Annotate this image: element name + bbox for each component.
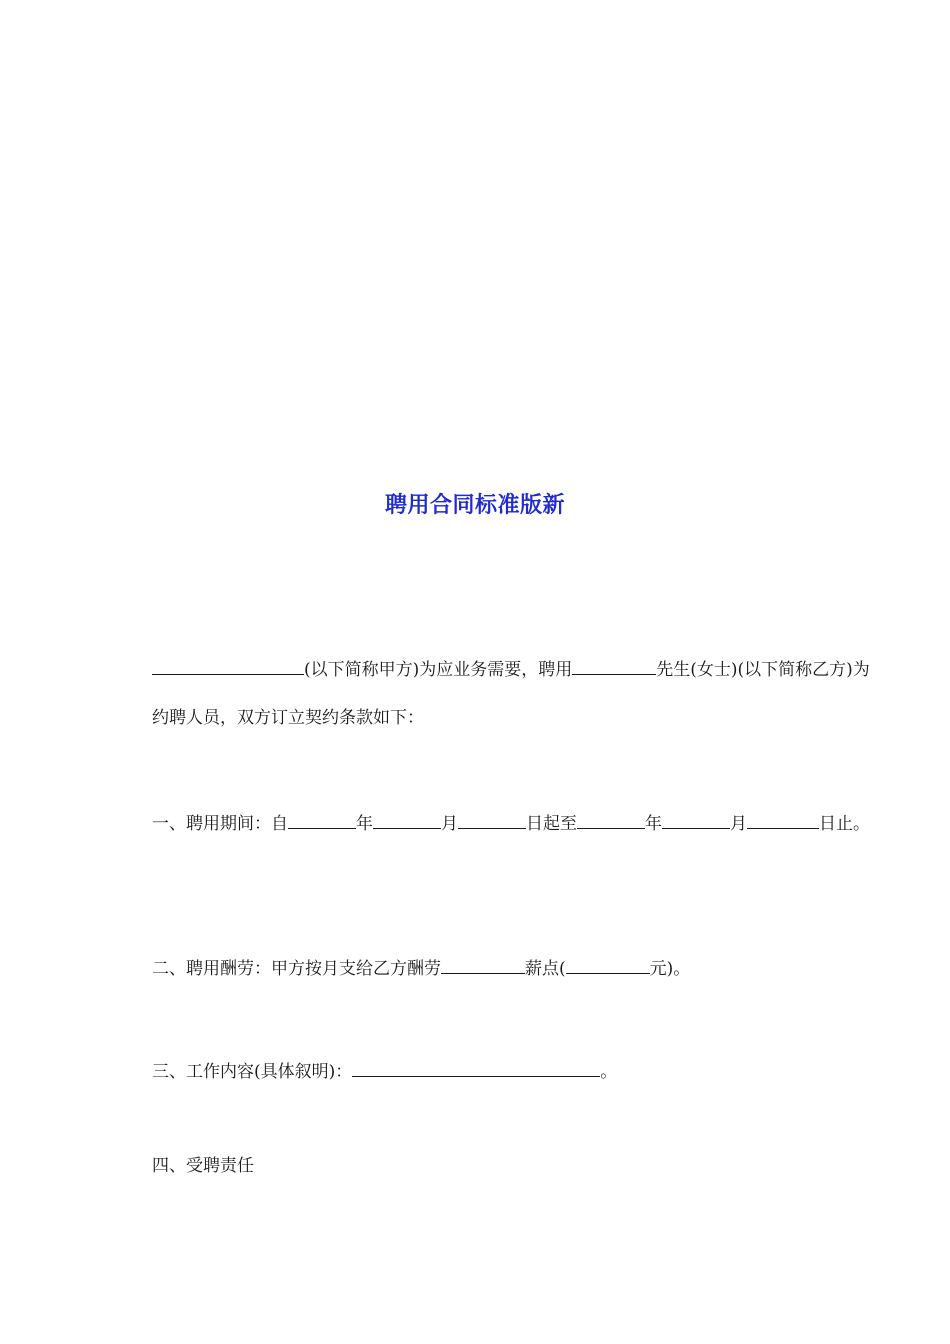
salary-points-blank [441, 956, 525, 974]
clause-1-text-7: 日止。 [819, 814, 870, 834]
salary-amount-blank [566, 956, 650, 974]
clause-2-text-2: 薪点( [525, 959, 566, 979]
clause-4-paragraph [112, 1142, 878, 1190]
intro-text-1: (以下简称甲方)为应业务需要，聘用 [304, 660, 573, 680]
start-day-blank [458, 811, 526, 829]
end-month-blank [662, 811, 730, 829]
end-day-blank [747, 811, 819, 829]
intro-text-2: 先生(女士)(以 [656, 660, 762, 680]
clause-1-paragraph [112, 800, 878, 848]
clause-3-text-2: 。 [600, 1062, 618, 1082]
clause-2-paragraph [112, 945, 878, 993]
clause-1-text-1: 一、聘用期间：自 [152, 814, 288, 834]
clause-1-text-3: 月 [441, 814, 458, 834]
clause-3-paragraph [112, 1048, 878, 1096]
clause-3-text-1: 三、工作内容(具体叙明)： [152, 1062, 353, 1082]
clause-1-text-5: 年 [645, 814, 662, 834]
clause-2-text-1: 二、聘用酬劳：甲方按月支给乙方酬劳 [152, 959, 441, 979]
party-a-blank [152, 657, 304, 675]
clause-1-text-6: 月 [730, 814, 747, 834]
intro-text-3: 下简称乙方)为约聘人员，双方订立契约条款如下： [152, 660, 870, 728]
start-year-blank [288, 811, 356, 829]
document-title: 聘用合同标准版新 [384, 492, 565, 518]
clause-2-text-3: 元)。 [649, 959, 691, 979]
job-content-blank [352, 1059, 600, 1077]
clause-4-heading: 四、受聘责任 [152, 1156, 254, 1176]
clause-1-text-2: 年 [356, 814, 373, 834]
start-month-blank [373, 811, 441, 829]
end-year-blank [577, 811, 645, 829]
clause-1-text-4: 日起至 [526, 814, 577, 834]
party-b-name-blank [572, 657, 656, 675]
intro-paragraph [112, 646, 878, 742]
